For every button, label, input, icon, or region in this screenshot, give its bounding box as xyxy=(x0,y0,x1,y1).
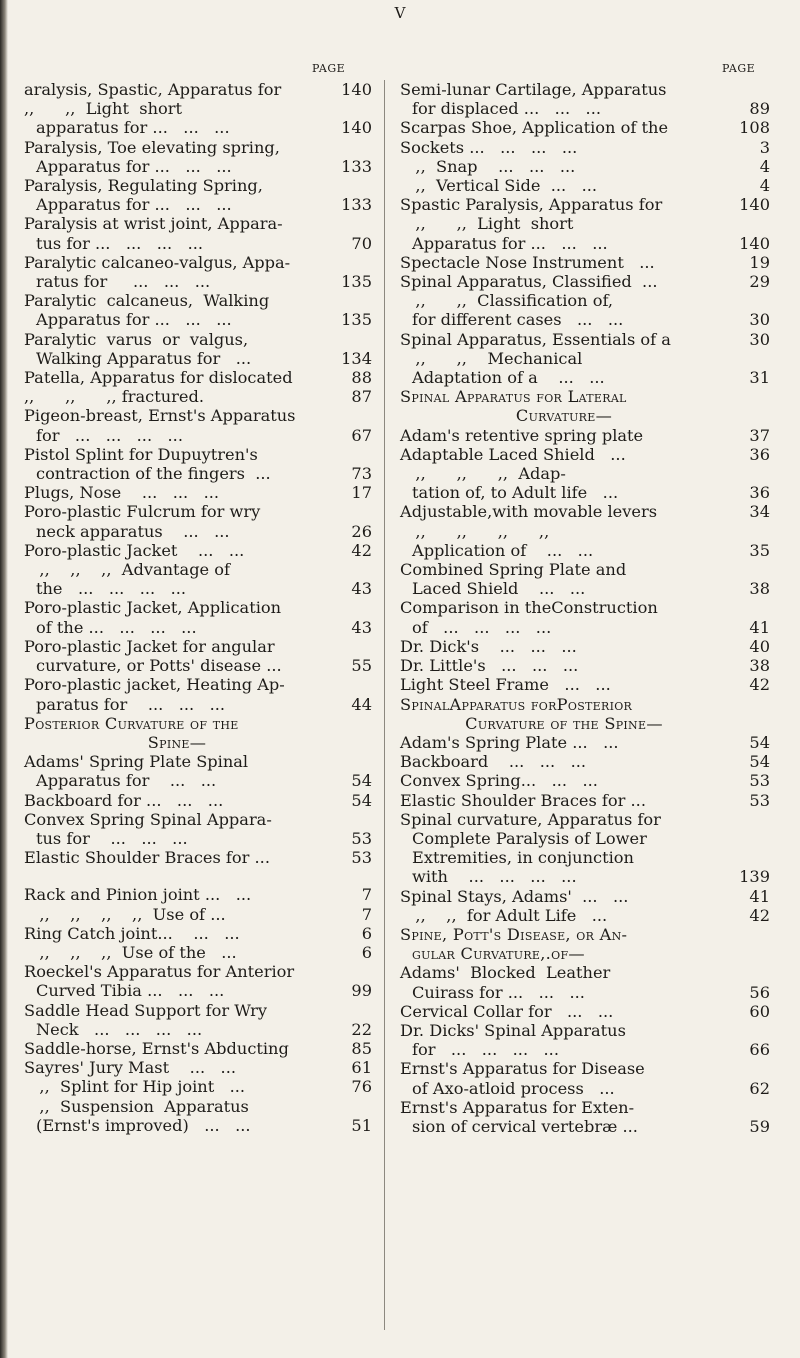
entry-text-line: Sayres' Jury Mast ... ... xyxy=(24,1058,236,1078)
index-entry xyxy=(400,906,770,925)
page-reference: 62 xyxy=(749,1078,770,1098)
entry-text-line: Application of ... ... xyxy=(412,540,594,560)
entry-text-line: ,, ,, ,, ,, xyxy=(400,521,550,541)
entry-text-line: gular Curvature,.of— xyxy=(412,944,585,964)
index-entry xyxy=(24,598,372,636)
entry-text-line: Pigeon-breast, Ernst's Apparatus xyxy=(24,406,296,426)
entry-text-line: Spine, Pott's Disease, or An- xyxy=(400,924,628,944)
entry-text-line: Dr. Dick's ... ... ... xyxy=(400,636,577,656)
index-entry xyxy=(24,637,372,675)
index-heading xyxy=(400,387,770,406)
entry-text-line: Poro-plastic Jacket ... ... xyxy=(24,540,245,560)
page-reference: 42 xyxy=(351,540,372,560)
index-entry xyxy=(400,733,770,752)
entry-text-line: Semi-lunar Cartilage, Apparatus xyxy=(400,80,667,99)
entry-text-line: tus for ... ... ... ... xyxy=(36,233,204,253)
page-reference: 140 xyxy=(341,80,372,99)
entry-text-line: SpinalApparatus forPosterior xyxy=(400,694,633,714)
entry-text-line: Plugs, Nose ... ... ... xyxy=(24,483,220,503)
index-entry xyxy=(24,675,372,713)
entry-text-line: aralysis, Spastic, Apparatus for xyxy=(24,80,282,99)
entry-text-line: paratus for ... ... ... xyxy=(36,694,226,714)
entry-text-line: ,, ,, ,, Advantage of xyxy=(24,560,231,580)
page-reference: 44 xyxy=(351,694,372,714)
index-entry xyxy=(24,810,372,848)
index-entry xyxy=(24,253,372,291)
section-gap xyxy=(24,867,372,885)
page-reference: 54 xyxy=(749,732,770,752)
page-reference: 108 xyxy=(739,118,770,138)
page-reference: 85 xyxy=(351,1038,372,1058)
page-reference: 140 xyxy=(341,118,372,138)
page-reference: 42 xyxy=(749,675,770,695)
entry-text-line: Elastic Shoulder Braces for ... xyxy=(400,790,646,810)
index-entry xyxy=(400,1021,770,1059)
page-reference: 88 xyxy=(351,368,372,388)
index-entry xyxy=(24,502,372,540)
page-reference: 7 xyxy=(361,885,372,905)
entry-text-line: the ... ... ... ... xyxy=(36,579,187,599)
entry-text-line: Poro-plastic Jacket for angular xyxy=(24,636,275,656)
page-reference: 26 xyxy=(351,521,372,541)
entry-text-line: Spinal curvature, Apparatus for xyxy=(400,809,661,829)
page-reference: 6 xyxy=(361,942,372,962)
book-spine-shadow xyxy=(0,0,8,1358)
index-heading xyxy=(24,714,372,733)
entry-text-line: ,, ,, Light short xyxy=(24,99,182,119)
entry-text-line: tus for ... ... ... xyxy=(36,828,188,848)
entry-text-line: ,, Snap ... ... ... xyxy=(400,156,576,176)
page-reference: 70 xyxy=(351,233,372,253)
page-reference: 29 xyxy=(749,272,770,292)
index-heading xyxy=(400,714,770,733)
entry-text-line: ,, Splint for Hip joint ... xyxy=(24,1077,246,1097)
entry-text-line: Posterior Curvature of the xyxy=(24,713,239,733)
index-entry xyxy=(24,214,372,252)
entry-text-line: Poro-plastic jacket, Heating Ap- xyxy=(24,675,285,695)
entry-text-line: contraction of the fingers ... xyxy=(36,464,271,484)
index-entry xyxy=(400,330,770,349)
page-reference: 87 xyxy=(351,387,372,407)
page-reference: 73 xyxy=(351,464,372,484)
entry-text-line: Dr. Little's ... ... ... xyxy=(400,656,579,676)
index-entry xyxy=(24,905,372,924)
entry-text-line: Light Steel Frame ... ... xyxy=(400,675,611,695)
entry-text-line: ,, ,, ,, Use of the ... xyxy=(24,942,237,962)
page-reference: 55 xyxy=(351,656,372,676)
page-reference: 133 xyxy=(341,156,372,176)
index-entry xyxy=(24,962,372,1000)
entry-text-line: Curvature of the Spine— xyxy=(465,713,663,733)
entry-text-line: sion of cervical vertebræ ... xyxy=(412,1116,638,1136)
entry-text-line: Cuirass for ... ... ... xyxy=(412,982,585,1002)
page-reference: 134 xyxy=(341,348,372,368)
page-reference: 7 xyxy=(361,904,372,924)
page-reference: 30 xyxy=(749,329,770,349)
page-column-label-left: PAGE xyxy=(312,62,346,75)
index-entry xyxy=(400,656,770,675)
page-reference: 56 xyxy=(749,982,770,1002)
entry-text-line: Paralytic varus or valgus, xyxy=(24,329,249,349)
page-column-label-right: PAGE xyxy=(722,62,756,75)
index-entry xyxy=(24,885,372,904)
entry-text-line: Comparison in theConstruction xyxy=(400,598,658,618)
entry-text-line: Pistol Splint for Dupuytren's xyxy=(24,444,258,464)
index-entry xyxy=(400,810,770,887)
entry-text-line: Extremities, in conjunction xyxy=(412,848,634,868)
entry-text-line: ,, ,, Classification of, xyxy=(400,291,614,311)
index-entry xyxy=(24,791,372,810)
entry-text-line: Paralytic calcaneus, Walking xyxy=(24,291,270,311)
entry-text-line: ,, ,, Mechanical xyxy=(400,348,583,368)
entry-text-line: Paralysis at wrist joint, Appara- xyxy=(24,214,283,234)
index-entry xyxy=(400,560,770,598)
entry-text-line: Combined Spring Plate and xyxy=(400,560,627,580)
entry-text-line: ratus for ... ... ... xyxy=(36,272,211,292)
page-reference: 6 xyxy=(361,923,372,943)
index-entry xyxy=(24,138,372,176)
index-entry xyxy=(400,349,770,387)
entry-text-line: Rack and Pinion joint ... ... xyxy=(24,885,252,905)
entry-text-line: (Ernst's improved) ... ... xyxy=(36,1115,251,1135)
page-reference: 30 xyxy=(749,310,770,330)
page-reference: 38 xyxy=(749,579,770,599)
index-entry xyxy=(400,598,770,636)
entry-text-line: Poro-plastic Jacket, Application xyxy=(24,598,282,618)
page-reference: 135 xyxy=(341,272,372,292)
index-entry xyxy=(400,464,770,502)
index-entry xyxy=(24,560,372,598)
entry-text-line: Adaptable Laced Shield ... xyxy=(400,444,626,464)
entry-text-line: Spine— xyxy=(147,732,207,752)
entry-text-line: ,, ,, ,, fractured. xyxy=(24,387,204,407)
index-entry xyxy=(24,80,372,99)
page-reference: 4 xyxy=(759,176,770,196)
index-entry xyxy=(400,138,770,157)
entry-text-line: Cervical Collar for ... ... xyxy=(400,1001,614,1021)
page-reference: 36 xyxy=(749,444,770,464)
index-entry xyxy=(24,406,372,444)
entry-text-line: Neck ... ... ... ... xyxy=(36,1019,203,1039)
index-entry xyxy=(24,330,372,368)
entry-text-line: of Axo-atloid process ... xyxy=(412,1078,615,1098)
page-reference: 53 xyxy=(351,828,372,848)
entry-text-line: Sockets ... ... ... ... xyxy=(400,137,578,157)
entry-text-line: Curvature— xyxy=(515,406,613,426)
page-reference: 66 xyxy=(749,1040,770,1060)
entry-text-line: Paralysis, Regulating Spring, xyxy=(24,176,263,196)
entry-text-line: curvature, or Potts' disease ... xyxy=(36,656,282,676)
page-reference: 19 xyxy=(749,252,770,272)
index-entry xyxy=(400,1002,770,1021)
index-entry xyxy=(24,1058,372,1077)
page-reference: 42 xyxy=(749,905,770,925)
entry-text-line: Apparatus for ... ... xyxy=(36,771,217,791)
entry-text-line: Poro-plastic Fulcrum for wry xyxy=(24,502,261,522)
page-reference: 59 xyxy=(749,1116,770,1136)
page-reference: 22 xyxy=(351,1019,372,1039)
index-column-right xyxy=(400,80,770,1136)
entry-text-line: Ernst's Apparatus for Exten- xyxy=(400,1097,635,1117)
page-reference: 54 xyxy=(351,790,372,810)
page-reference: 60 xyxy=(749,1001,770,1021)
index-entry xyxy=(400,291,770,329)
index-entry xyxy=(400,445,770,464)
index-heading xyxy=(400,925,770,944)
entry-text-line: Patella, Apparatus for dislocated xyxy=(24,368,293,388)
index-entry xyxy=(24,1097,372,1135)
page-reference: 43 xyxy=(351,617,372,637)
entry-text-line: Adam's Spring Plate ... ... xyxy=(400,732,619,752)
entry-text-line: for ... ... ... ... xyxy=(412,1040,559,1060)
entry-text-line: Apparatus for ... ... ... xyxy=(412,233,608,253)
index-entry xyxy=(24,176,372,214)
index-entry xyxy=(24,291,372,329)
column-divider xyxy=(384,80,385,1330)
entry-text-line: Paralysis, Toe elevating spring, xyxy=(24,137,280,157)
index-heading xyxy=(400,944,770,963)
index-entry xyxy=(24,483,372,502)
index-entry xyxy=(24,387,372,406)
entry-text-line: Spinal Stays, Adams' ... ... xyxy=(400,886,629,906)
index-entry xyxy=(400,118,770,137)
page-number: V xyxy=(394,4,406,22)
entry-text-line: Scarpas Shoe, Application of the xyxy=(400,118,669,138)
entry-text-line: with ... ... ... ... xyxy=(412,867,577,887)
entry-text-line: Walking Apparatus for ... xyxy=(36,348,252,368)
index-entry xyxy=(400,426,770,445)
page-reference: 31 xyxy=(749,368,770,388)
index-entry xyxy=(24,1001,372,1039)
entry-text-line: Complete Paralysis of Lower xyxy=(412,828,647,848)
entry-text-line: for ... ... ... ... xyxy=(36,425,183,445)
entry-text-line: for displaced ... ... ... xyxy=(412,99,601,119)
entry-text-line: Laced Shield ... ... xyxy=(412,579,586,599)
entry-text-line: Adjustable,with movable levers xyxy=(400,502,658,522)
entry-text-line: ,, ,, ,, ,, Use of ... xyxy=(24,904,226,924)
entry-text-line: tation of, to Adult life ... xyxy=(412,483,619,503)
index-entry xyxy=(400,502,770,521)
page-reference: 139 xyxy=(739,867,770,887)
page-reference: 67 xyxy=(351,425,372,445)
entry-text-line: apparatus for ... ... ... xyxy=(36,118,230,138)
index-entry xyxy=(400,791,770,810)
entry-text-line: Apparatus for ... ... ... xyxy=(36,156,232,176)
page-reference: 43 xyxy=(351,579,372,599)
entry-text-line: Spastic Paralysis, Apparatus for xyxy=(400,195,663,215)
entry-text-line: Adaptation of a ... ... xyxy=(412,368,605,388)
page-reference: 140 xyxy=(739,233,770,253)
page-reference: 36 xyxy=(749,483,770,503)
index-heading xyxy=(400,406,770,425)
index-entry xyxy=(400,214,770,252)
page-reference: 99 xyxy=(351,981,372,1001)
page-reference: 41 xyxy=(749,617,770,637)
page-reference: 54 xyxy=(351,771,372,791)
entry-text-line: Spinal Apparatus, Essentials of a xyxy=(400,329,671,349)
page-reference: 38 xyxy=(749,656,770,676)
entry-text-line: Spectacle Nose Instrument ... xyxy=(400,252,655,272)
entry-text-line: neck apparatus ... ... xyxy=(36,521,230,541)
index-entry xyxy=(400,963,770,1001)
index-heading xyxy=(24,733,372,752)
page-reference: 40 xyxy=(749,636,770,656)
entry-text-line: Apparatus for ... ... ... xyxy=(36,195,232,215)
entry-text-line: ,, Vertical Side ... ... xyxy=(400,176,598,196)
entry-text-line: Backboard for ... ... ... xyxy=(24,790,224,810)
index-entry xyxy=(400,771,770,790)
entry-text-line: Spinal Apparatus, Classified ... xyxy=(400,272,658,292)
page-reference: 17 xyxy=(351,483,372,503)
entry-text-line: ,, Suspension Apparatus xyxy=(24,1096,249,1116)
index-entry xyxy=(400,637,770,656)
page-reference: 76 xyxy=(351,1077,372,1097)
index-entry xyxy=(24,99,372,137)
index-entry xyxy=(24,1039,372,1058)
index-entry xyxy=(24,541,372,560)
entry-text-line: Paralytic calcaneo-valgus, Appa- xyxy=(24,252,291,272)
entry-text-line: Apparatus for ... ... ... xyxy=(36,310,232,330)
index-entry xyxy=(24,368,372,387)
entry-text-line: Adam's retentive spring plate xyxy=(400,425,644,445)
index-entry xyxy=(400,157,770,176)
entry-text-line: ,, ,, Light short xyxy=(400,214,574,234)
entry-text-line: Spinal Apparatus for Lateral xyxy=(400,387,627,407)
page-reference: 89 xyxy=(749,99,770,119)
entry-text-line: Ernst's Apparatus for Disease xyxy=(400,1059,645,1079)
index-entry xyxy=(24,848,372,867)
index-entry xyxy=(400,195,770,214)
entry-text-line: Adams' Spring Plate Spinal xyxy=(24,752,249,772)
entry-text-line: Dr. Dicks' Spinal Apparatus xyxy=(400,1020,626,1040)
index-entry xyxy=(400,675,770,694)
index-entry xyxy=(400,272,770,291)
index-entry xyxy=(400,1098,770,1136)
entry-text-line: for different cases ... ... xyxy=(412,310,624,330)
entry-text-line: Convex Spring... ... ... xyxy=(400,771,598,791)
entry-text-line: Saddle-horse, Ernst's Abducting xyxy=(24,1038,289,1058)
entry-text-line: of the ... ... ... ... xyxy=(36,617,197,637)
page-reference: 135 xyxy=(341,310,372,330)
page-reference: 4 xyxy=(759,156,770,176)
entry-text-line: ,, ,, for Adult Life ... xyxy=(400,905,608,925)
page-reference: 37 xyxy=(749,425,770,445)
page-reference: 35 xyxy=(749,540,770,560)
entry-text-line: Roeckel's Apparatus for Anterior xyxy=(24,962,295,982)
entry-text-line: ,, ,, ,, Adap- xyxy=(400,464,566,484)
index-entry xyxy=(24,445,372,483)
page-reference: 3 xyxy=(759,137,770,157)
index-entry xyxy=(400,752,770,771)
entry-text-line: Ring Catch joint... ... ... xyxy=(24,923,240,943)
page-reference: 140 xyxy=(739,195,770,215)
entry-text-line: Curved Tibia ... ... ... xyxy=(36,981,225,1001)
index-entry xyxy=(400,80,770,118)
index-entry xyxy=(24,752,372,790)
page-reference: 61 xyxy=(351,1058,372,1078)
entry-text-line: Backboard ... ... ... xyxy=(400,752,587,772)
index-entry xyxy=(400,1059,770,1097)
index-entry xyxy=(400,887,770,906)
index-entry xyxy=(400,522,770,560)
entry-text-line: Convex Spring Spinal Appara- xyxy=(24,809,272,829)
page-reference: 53 xyxy=(749,790,770,810)
index-entry xyxy=(24,943,372,962)
page-reference: 51 xyxy=(351,1115,372,1135)
entry-text-line: Elastic Shoulder Braces for ... xyxy=(24,848,270,868)
index-entry xyxy=(24,1077,372,1096)
index-column-left xyxy=(24,80,372,1135)
page-reference: 133 xyxy=(341,195,372,215)
page-reference: 54 xyxy=(749,752,770,772)
index-entry xyxy=(400,253,770,272)
index-entry xyxy=(24,924,372,943)
page-reference: 53 xyxy=(749,771,770,791)
page-reference: 53 xyxy=(351,848,372,868)
page-reference: 34 xyxy=(749,502,770,522)
index-entry xyxy=(400,176,770,195)
entry-text-line: Saddle Head Support for Wry xyxy=(24,1000,268,1020)
page-reference: 41 xyxy=(749,886,770,906)
entry-text-line: Adams' Blocked Leather xyxy=(400,963,611,983)
index-heading xyxy=(400,695,770,714)
entry-text-line: of ... ... ... ... xyxy=(412,617,552,637)
